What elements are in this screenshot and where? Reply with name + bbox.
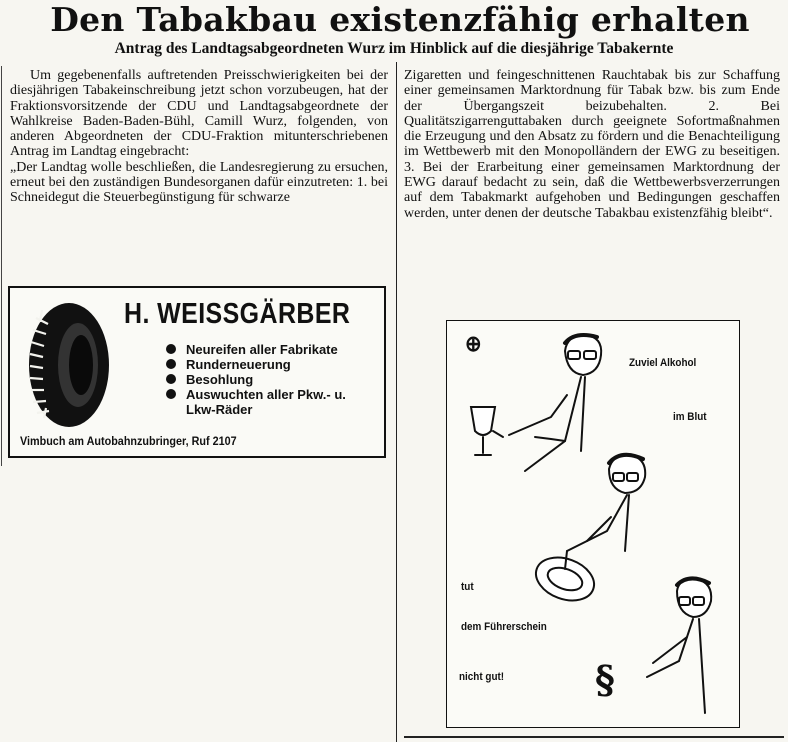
ad-service-list xyxy=(164,342,366,417)
bullet-icon xyxy=(166,389,176,399)
column-rule-left xyxy=(1,66,2,466)
column-rule xyxy=(396,62,397,742)
ad-service-item: Auswuchten aller Pkw.- u. Lkw-Räder xyxy=(164,387,366,417)
article-paragraph-2: „Der Landtag wolle beschließen, die Landesregierung zu ersuchen, erneut bei den zuständigen Bundesorganen dafür einzutreten: 1. bei Schneidegut die Steuerbegünstigung für schwarze xyxy=(10,159,388,206)
cartoon-text-3: tut xyxy=(461,581,474,593)
paragraph-symbol-icon: § xyxy=(595,657,615,702)
cartoon-illustration xyxy=(446,320,740,728)
cartoon-text-2: im Blut xyxy=(673,411,707,423)
tire-advertisement xyxy=(8,286,386,458)
article-left-column xyxy=(10,68,388,206)
cartoon-text-5: nicht gut! xyxy=(459,671,505,683)
ad-service-item: Runderneuerung xyxy=(164,357,366,372)
ad-service-item: Neureifen aller Fabrikate xyxy=(164,342,366,357)
bullet-icon xyxy=(166,359,176,369)
man-with-steering-wheel-icon xyxy=(530,455,645,608)
article-right-column xyxy=(404,68,780,221)
article-paragraph-1: Um gegebenenfalls auftretenden Preisschwierigkeiten bei der diesjährigen Tabakeinschreibung jetzt schon vorzubeugen, hat der Fraktionsvorsitzende der CDU und Landtagsabgeordnete der Wahlkreise Baden-Baden-Bühl, Camill Wurz, folgenden, von anderen Abgeordneten der CDU-Fraktion mitunterschriebenen Antrag im Landtag eingebracht: xyxy=(10,68,388,160)
article-paragraph-3: Zigaretten und feingeschnittenen Rauchtabak bis zur Schaffung einer gemeinsamen Marktordnung für Tabak bzw. bis zum Ende der Übergangszeit beizubehalten. 2. Bei Qualitätszigarrenguttabaken durch geeignete Sofortmaßnahmen die Erzeugung und den Absatz zu fördern und die Benachteiligung im Wettbewerb mit den Monopolländern der EWG zu beseitigen. 3. Bei der Erarbeitung einer gemeinsamen Marktordnung der EWG darauf bedacht zu sein, daß die Wettbewerbsverzerrungen auf dem Tabakmarkt aufgehoben und Bedingungen geschaffen werden, unter denen der deutsche Tabakbau existenzfähig bleibt“. xyxy=(404,68,780,221)
article-headline: Den Tabakbau existenzfähig erhalten xyxy=(50,0,750,39)
bottom-rule xyxy=(404,736,784,738)
cartoon-text-1: Zuviel Alkohol xyxy=(629,357,697,369)
ad-company-name: H. WEISSGÄRBER xyxy=(124,298,351,330)
cartoon-figures xyxy=(447,321,739,727)
bullet-icon xyxy=(166,344,176,354)
tire-icon xyxy=(26,300,112,430)
ad-footer: Vimbuch am Autobahnzubringer, Ruf 2107 xyxy=(20,434,237,448)
plus-symbol-icon: ⊕ xyxy=(465,331,482,356)
bullet-icon xyxy=(166,374,176,384)
man-with-glass-icon xyxy=(471,335,601,471)
man-with-paragraph-icon xyxy=(647,578,711,713)
article-subheadline: Antrag des Landtagsabgeordneten Wurz im Hinblick auf die diesjährige Tabakernte xyxy=(114,40,674,57)
ad-service-item: Besohlung xyxy=(164,372,366,387)
cartoon-text-4: dem Führerschein xyxy=(461,621,547,633)
